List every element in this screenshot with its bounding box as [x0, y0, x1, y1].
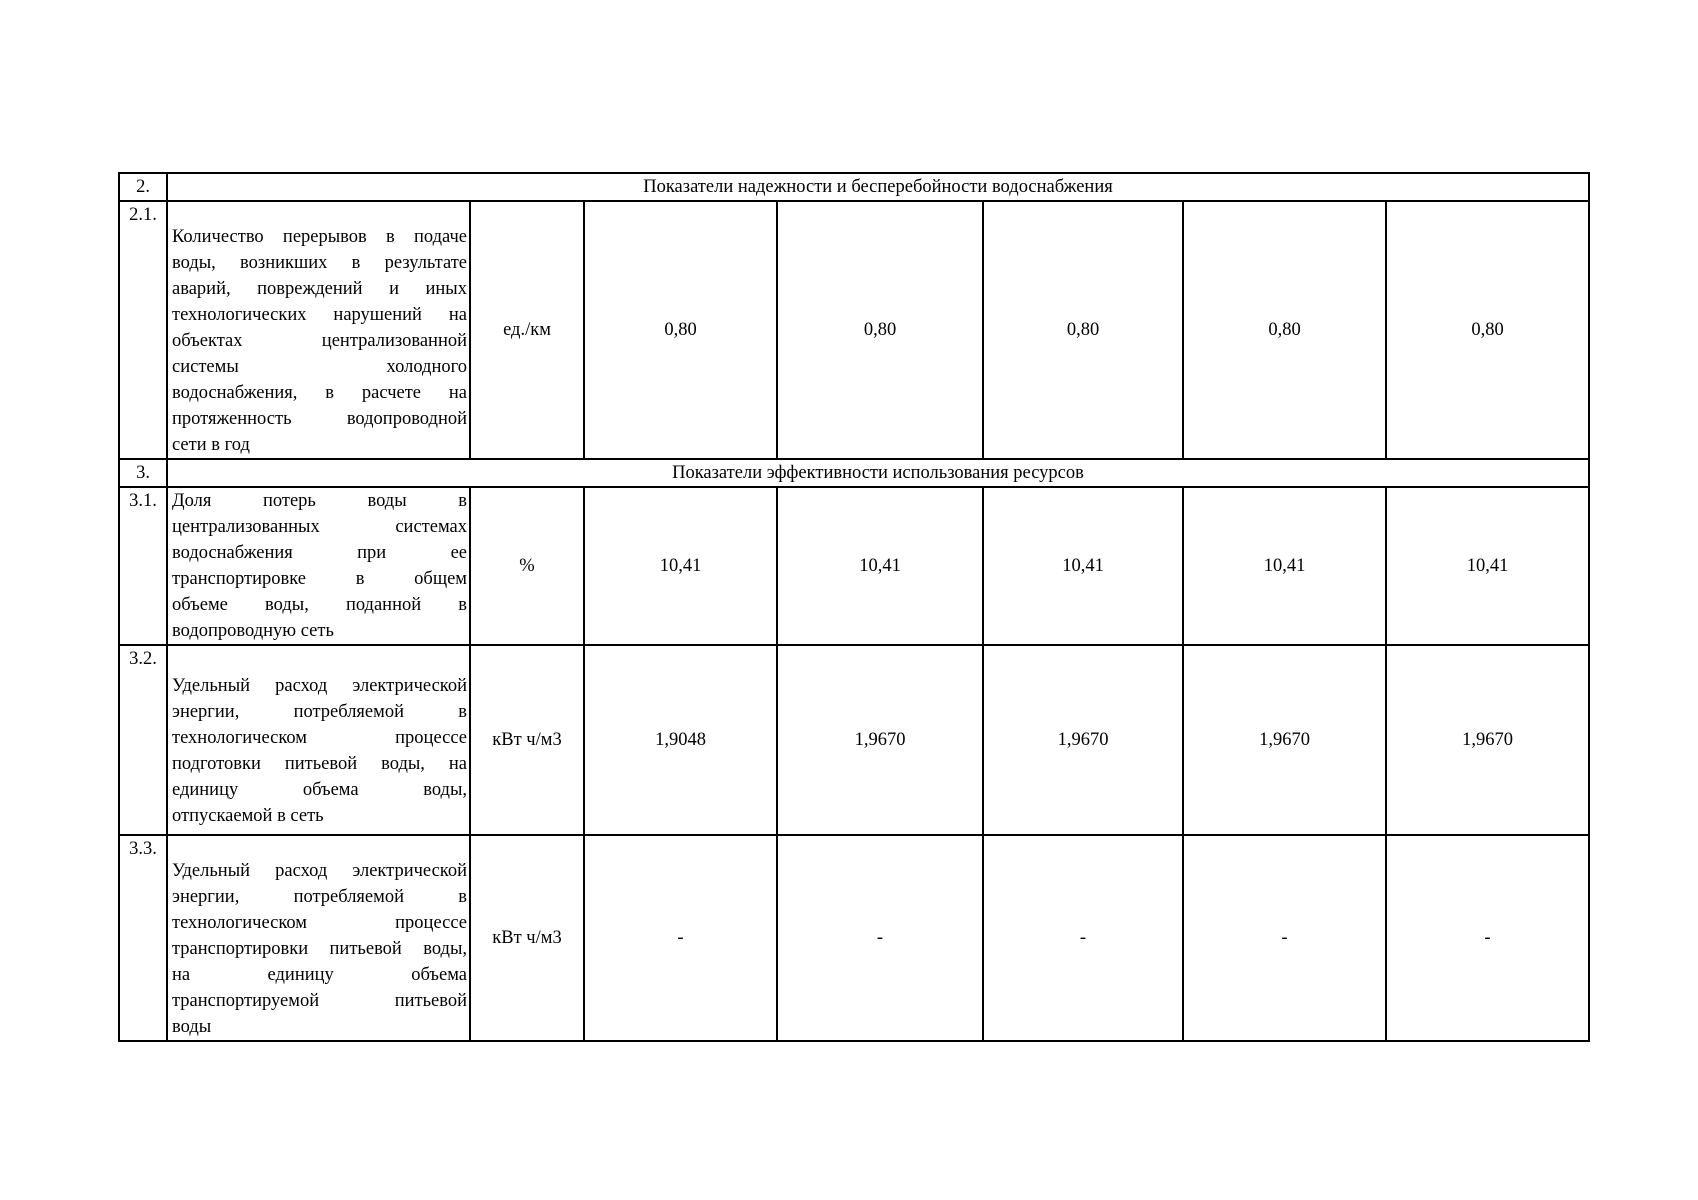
indicators-table — [118, 172, 1590, 1042]
indicator-name — [167, 201, 470, 459]
section-title: Показатели эффективности использования ресурсов — [167, 459, 1589, 487]
value-cell: 10,41 — [1183, 487, 1386, 645]
value-cell: - — [983, 835, 1183, 1041]
section-title: Показатели надежности и бесперебойности водоснабжения — [167, 173, 1589, 201]
indicator-name-line: протяженность водопроводной — [172, 409, 467, 429]
indicator-name-line: сети в год — [172, 435, 250, 455]
value-cell: 1,9670 — [1386, 645, 1589, 835]
unit-cell: ед./км — [470, 201, 584, 459]
value-cell: 10,41 — [1386, 487, 1589, 645]
table-row — [119, 201, 1589, 459]
table-row — [119, 487, 1589, 645]
value-cell: 10,41 — [584, 487, 777, 645]
value-cell: - — [1183, 835, 1386, 1041]
section-row — [119, 173, 1589, 201]
row-number: 3.3. — [119, 835, 167, 1041]
indicator-name-line: на единицу объема — [172, 965, 467, 985]
indicator-name-line: воды — [172, 1017, 212, 1037]
section-number: 2. — [119, 173, 167, 201]
indicator-name — [167, 835, 470, 1041]
row-number: 3.2. — [119, 645, 167, 835]
table-row — [119, 835, 1589, 1041]
value-cell: - — [584, 835, 777, 1041]
value-cell: 1,9670 — [777, 645, 983, 835]
indicator-name-line: технологическом процессе — [172, 913, 467, 933]
value-cell: - — [777, 835, 983, 1041]
indicator-name-line: централизованных системах — [172, 517, 467, 537]
value-cell: 0,80 — [983, 201, 1183, 459]
indicator-name-line: технологических нарушений на — [172, 305, 467, 325]
indicator-name-line: Удельный расход электрической — [172, 676, 467, 696]
indicator-name-line: аварий, повреждений и иных — [172, 279, 467, 299]
row-number: 3.1. — [119, 487, 167, 645]
table-row — [119, 645, 1589, 835]
indicator-name-line: Удельный расход электрической — [172, 861, 467, 881]
unit-cell: кВт ч/м3 — [470, 645, 584, 835]
indicator-name-line: Количество перерывов в подаче — [172, 227, 467, 247]
indicator-name-line: водопроводную сеть — [172, 621, 334, 641]
indicator-name-line: воды, возникших в результате — [172, 253, 467, 273]
unit-cell: кВт ч/м3 — [470, 835, 584, 1041]
section-row — [119, 459, 1589, 487]
indicator-name-line: транспортировки питьевой воды, — [172, 939, 467, 959]
value-cell: 0,80 — [1183, 201, 1386, 459]
indicator-name — [167, 645, 470, 835]
indicator-name-line: энергии, потребляемой в — [172, 887, 467, 907]
value-cell: 1,9670 — [983, 645, 1183, 835]
value-cell: 10,41 — [983, 487, 1183, 645]
indicator-name-line: отпускаемой в сеть — [172, 806, 324, 826]
value-cell: 0,80 — [1386, 201, 1589, 459]
value-cell: 0,80 — [777, 201, 983, 459]
table-body — [119, 173, 1589, 1041]
section-number: 3. — [119, 459, 167, 487]
indicator-name-line: технологическом процессе — [172, 728, 467, 748]
indicator-name-line: транспортируемой питьевой — [172, 991, 467, 1011]
indicator-name-line: подготовки питьевой воды, на — [172, 754, 467, 774]
indicator-name-line: единицу объема воды, — [172, 780, 467, 800]
value-cell: 0,80 — [584, 201, 777, 459]
unit-cell: % — [470, 487, 584, 645]
value-cell: 1,9048 — [584, 645, 777, 835]
indicator-name-line: транспортировке в общем — [172, 569, 467, 589]
indicator-name-line: системы холодного — [172, 357, 467, 377]
indicator-name-line: водоснабжения при ее — [172, 543, 467, 563]
indicator-name-line: энергии, потребляемой в — [172, 702, 467, 722]
indicator-name-line: объектах централизованной — [172, 331, 467, 351]
indicator-name-line: Доля потерь воды в — [172, 491, 467, 511]
value-cell: 10,41 — [777, 487, 983, 645]
indicator-name-line: водоснабжения, в расчете на — [172, 383, 467, 403]
indicator-name-line: объеме воды, поданной в — [172, 595, 467, 615]
row-number: 2.1. — [119, 201, 167, 459]
indicator-name — [167, 487, 470, 645]
value-cell: 1,9670 — [1183, 645, 1386, 835]
value-cell: - — [1386, 835, 1589, 1041]
